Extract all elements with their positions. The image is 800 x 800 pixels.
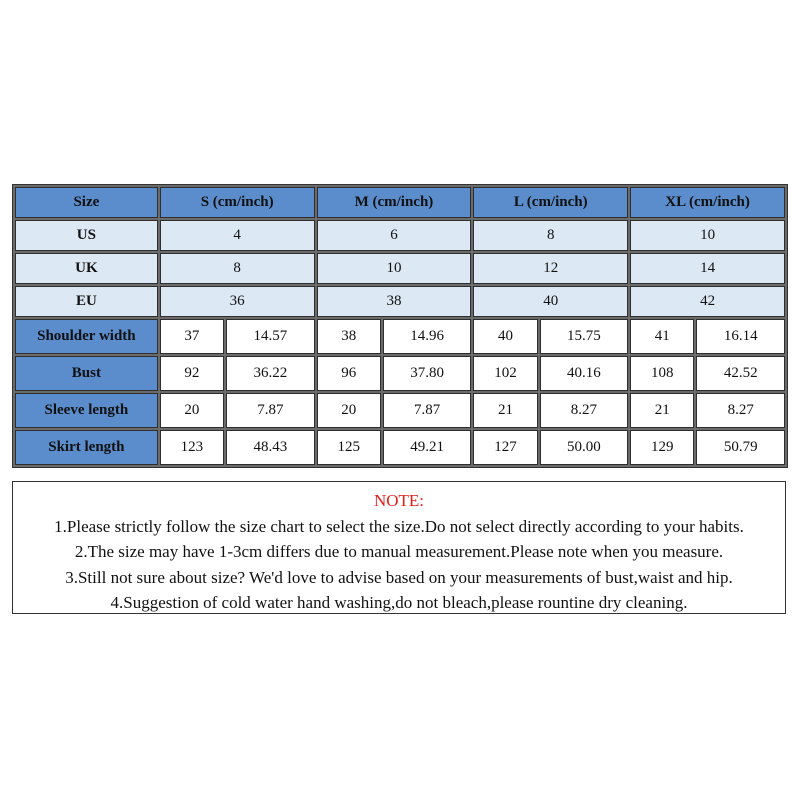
size-cell: 6 xyxy=(317,220,472,251)
row-label: Skirt length xyxy=(15,430,158,465)
size-cell: 14 xyxy=(630,253,785,284)
row-label: UK xyxy=(15,253,158,284)
inch-cell: 42.52 xyxy=(696,356,785,391)
cm-cell: 21 xyxy=(473,393,537,428)
row-label: Sleeve length xyxy=(15,393,158,428)
row-label: EU xyxy=(15,286,158,317)
measurement-row xyxy=(15,430,785,465)
cm-cell: 123 xyxy=(160,430,224,465)
cm-cell: 38 xyxy=(317,319,381,354)
inch-cell: 14.96 xyxy=(383,319,471,354)
cm-cell: 41 xyxy=(630,319,694,354)
note-line-1: 1.Please strictly follow the size chart to select the size.Do not select directly according to your habits. xyxy=(54,516,744,536)
cm-cell: 108 xyxy=(630,356,694,391)
size-header: Size xyxy=(15,187,158,218)
cm-cell: 102 xyxy=(473,356,537,391)
size-row xyxy=(15,286,785,317)
cm-cell: 129 xyxy=(630,430,694,465)
cm-cell: 20 xyxy=(317,393,381,428)
size-cell: 42 xyxy=(630,286,785,317)
cm-cell: 40 xyxy=(473,319,537,354)
inch-cell: 40.16 xyxy=(540,356,628,391)
size-cell: 40 xyxy=(473,286,628,317)
inch-cell: 7.87 xyxy=(383,393,471,428)
measurement-row xyxy=(15,319,785,354)
cm-cell: 21 xyxy=(630,393,694,428)
size-cell: 8 xyxy=(473,220,628,251)
inch-cell: 50.79 xyxy=(696,430,785,465)
cm-cell: 20 xyxy=(160,393,224,428)
inch-cell: 16.14 xyxy=(696,319,785,354)
cm-cell: 96 xyxy=(317,356,381,391)
size-cell: 4 xyxy=(160,220,315,251)
header-row xyxy=(15,187,785,218)
note-line-4: 4.Suggestion of cold water hand washing,do not bleach,please rountine dry cleaning. xyxy=(110,593,688,612)
inch-cell: 36.22 xyxy=(226,356,314,391)
inch-cell: 37.80 xyxy=(383,356,471,391)
size-cell: 12 xyxy=(473,253,628,284)
inch-cell: 48.43 xyxy=(226,430,314,465)
inch-cell: 8.27 xyxy=(696,393,785,428)
inch-cell: 49.21 xyxy=(383,430,471,465)
note-title: NOTE: xyxy=(373,491,425,510)
size-row xyxy=(15,253,785,284)
size-column-header: L (cm/inch) xyxy=(473,187,628,218)
note-box xyxy=(12,481,786,614)
size-cell: 8 xyxy=(160,253,315,284)
size-column-header: M (cm/inch) xyxy=(317,187,472,218)
size-column-header: S (cm/inch) xyxy=(160,187,315,218)
inch-cell: 50.00 xyxy=(540,430,628,465)
size-cell: 10 xyxy=(317,253,472,284)
note-line-2: 2.The size may have 1-3cm differs due to manual measurement.Please note when you measure. xyxy=(74,542,724,561)
cm-cell: 37 xyxy=(160,319,224,354)
cm-cell: 92 xyxy=(160,356,224,391)
note-line-3: 3.Still not sure about size? We'd love to advise based on your measurements of bust,waist and hip. xyxy=(65,567,733,587)
row-label: US xyxy=(15,220,158,251)
size-cell: 36 xyxy=(160,286,315,317)
inch-cell: 14.57 xyxy=(226,319,314,354)
inch-cell: 15.75 xyxy=(540,319,628,354)
cm-cell: 127 xyxy=(473,430,537,465)
size-row xyxy=(15,220,785,251)
inch-cell: 7.87 xyxy=(226,393,314,428)
size-chart-table xyxy=(12,184,788,468)
size-cell: 38 xyxy=(317,286,472,317)
row-label: Bust xyxy=(15,356,158,391)
size-cell: 10 xyxy=(630,220,785,251)
measurement-row xyxy=(15,393,785,428)
measurement-row xyxy=(15,356,785,391)
cm-cell: 125 xyxy=(317,430,381,465)
inch-cell: 8.27 xyxy=(540,393,628,428)
row-label: Shoulder width xyxy=(15,319,158,354)
size-column-header: XL (cm/inch) xyxy=(630,187,785,218)
